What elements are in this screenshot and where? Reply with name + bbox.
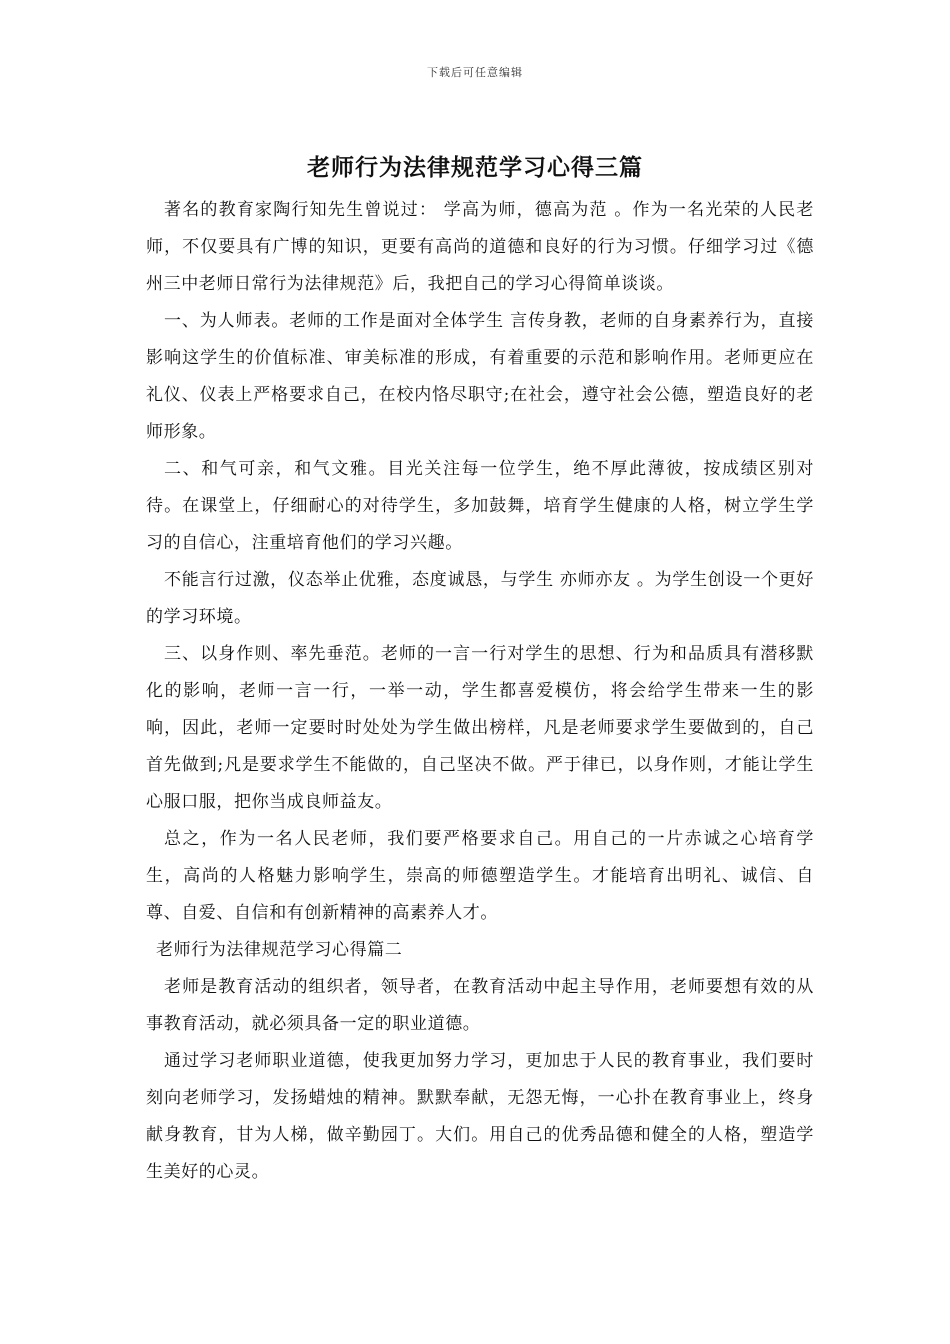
paragraph-point-one: 一、为人师表。老师的工作是面对全体学生 言传身教，老师的自身素养行为，直接影响这学生的价值标准、审美标准的形成，有着重要的示范和影响作用。老师更应在礼仪、仪表上严格要求自己，在校内恪尽职守;在社会，遵守社会公德，塑造良好的老师形象。 <box>146 311 814 442</box>
section-two-heading: 老师行为法律规范学习心得篇二 <box>156 940 403 960</box>
header-note: 下载后可任意编辑 <box>427 66 523 79</box>
paragraph-point-two-continued: 不能言行过激，仪态举止优雅，态度诚恳，与学生 亦师亦友 。为学生创设一个更好的学习环境。 <box>146 570 814 627</box>
document-body <box>146 192 814 1191</box>
paragraph-intro: 著名的教育家陶行知先生曾说过： 学高为师，德高为范 。作为一名光荣的人民老师，不仅要具有广博的知识，更要有高尚的道德和良好的行为习惯。仔细学习过《德州三中老师日常行为法律规范》后，我把自己的学习心得简单谈谈。 <box>146 200 814 294</box>
document-title: 老师行为法律规范学习心得三篇 <box>307 154 643 181</box>
paragraph-section-two-1: 老师是教育活动的组织者，领导者，在教育活动中起主导作用，老师要想有效的从事教育活动，就必须具备一定的职业道德。 <box>146 977 814 1034</box>
paragraph-conclusion: 总之，作为一名人民老师，我们要严格要求自己。用自己的一片赤诚之心培育学生，高尚的人格魅力影响学生，崇高的师德塑造学生。才能培育出明礼、诚信、自尊、自爱、自信和有创新精神的高素养人才。 <box>146 829 814 923</box>
paragraph-point-two: 二、和气可亲，和气文雅。目光关注每一位学生，绝不厚此薄彼，按成绩区别对待。在课堂上，仔细耐心的对待学生，多加鼓舞，培育学生健康的人格，树立学生学习的自信心，注重培育他们的学习兴趣。 <box>146 459 814 553</box>
paragraph-point-three: 三、以身作则、率先垂范。老师的一言一行对学生的思想、行为和品质具有潜移默化的影响，老师一言一行，一举一动，学生都喜爱模仿，将会给学生带来一生的影响，因此，老师一定要时时处处为学生做出榜样，凡是老师要求学生要做到的，自己首先做到;凡是要求学生不能做的，自己坚决不做。严于律已，以身作则，才能让学生心服口服，把你当成良师益友。 <box>146 644 814 812</box>
paragraph-section-two-2: 通过学习老师职业道德，使我更加努力学习，更加忠于人民的教育事业，我们要时刻向老师学习，发扬蜡烛的精神。默默奉献，无怨无悔，一心扑在教育事业上，终身献身教育，甘为人梯，做辛勤园丁。大们。用自己的优秀品德和健全的人格，塑造学生美好的心灵。 <box>146 1051 814 1182</box>
